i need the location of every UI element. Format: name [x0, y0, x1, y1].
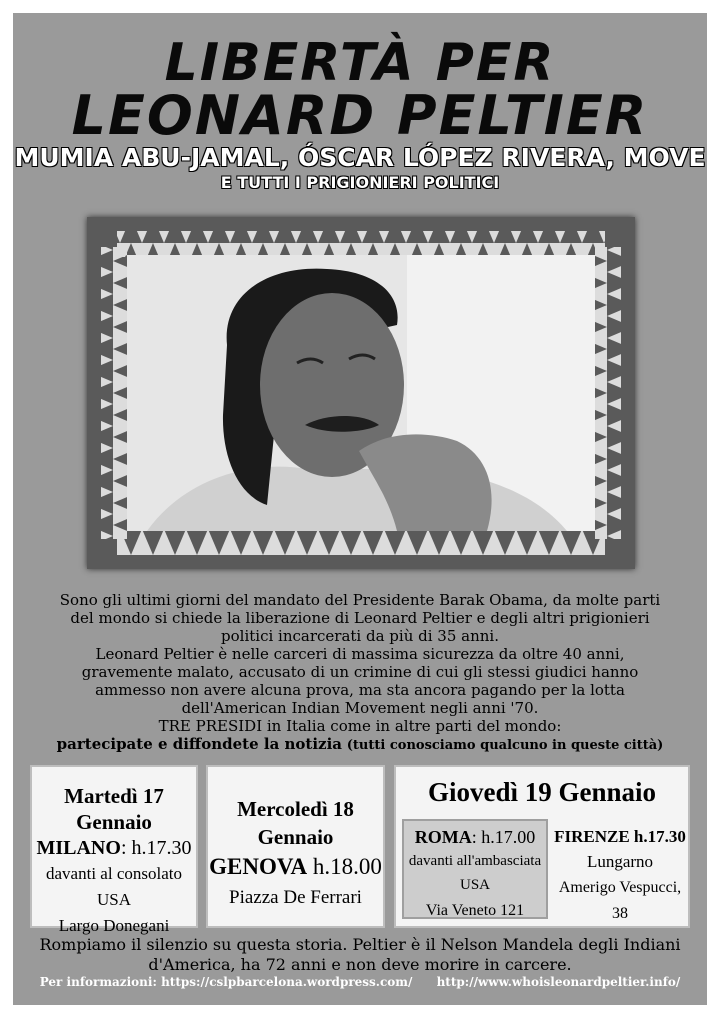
- footer-line-2: d'America, ha 72 anni e non deve morire in carcere.: [148, 955, 572, 974]
- event-genova: [206, 765, 385, 928]
- event-milano: [30, 765, 198, 935]
- body-line: gravemente malato, accusato di un crimine di cui gli stessi giudici hanno: [81, 663, 639, 681]
- event-date: Mercoledì 18 Gennaio: [237, 797, 354, 849]
- event-date: Martedì 17 Gennaio: [64, 784, 164, 834]
- event-city: FIRENZE: [554, 827, 630, 846]
- event-city-time: [30, 835, 198, 861]
- event-date: Giovedì 19 Gennaio: [427, 777, 657, 807]
- event-city-time: [552, 825, 688, 849]
- event-firenze: [552, 819, 688, 922]
- title-line-1: LIBERTÀ PER: [164, 33, 556, 93]
- event-address: Amerigo Vespucci, 38: [558, 879, 682, 922]
- event-place: davanti all'ambasciata USA: [408, 853, 542, 893]
- event-city: ROMA: [414, 827, 472, 847]
- event-time: : h.17.00: [471, 827, 536, 847]
- poster: [13, 13, 707, 1005]
- event-roma: [402, 819, 548, 919]
- info-link-2[interactable]: http://www.whoisleonardpeltier.info/: [436, 975, 681, 989]
- body-line: politici incarcerati da più di 35 anni.: [221, 627, 499, 645]
- body-line: Leonard Peltier è nelle carceri di massima sicurezza da oltre 40 anni,: [95, 645, 625, 663]
- event-address: Largo Donegani: [58, 916, 170, 935]
- info-link-1[interactable]: Per informazioni: https://cslpbarcelona.wordpress.com/: [39, 975, 413, 989]
- event-time: h.17.30: [633, 827, 686, 846]
- event-time: : h.17.30: [120, 837, 192, 859]
- event-city-time: [402, 825, 548, 849]
- footer-line-1: Rompiamo il silenzio su questa storia. Peltier è il Nelson Mandela degli Indiani: [39, 935, 681, 954]
- event-giovedi: [394, 765, 690, 928]
- photo-frame: [87, 217, 635, 569]
- title-line-2: LEONARD PELTIER: [71, 84, 649, 147]
- body-line: del mondo si chiede la liberazione di Leonard Peltier e degli altri prigionieri: [70, 609, 650, 627]
- event-city: GENOVA: [209, 854, 308, 879]
- body-line: dell'American Indian Movement negli anni '70.: [181, 699, 539, 717]
- event-city-time: [206, 851, 385, 883]
- event-place: davanti al consolato USA: [46, 864, 182, 909]
- event-city: MILANO: [36, 837, 121, 859]
- call-to-action-line: [33, 735, 687, 755]
- event-time: h.18.00: [312, 854, 382, 879]
- subtitle-political-prisoners: E TUTTI I PRIGIONIERI POLITICI: [220, 173, 500, 192]
- main-text: [33, 591, 687, 755]
- portrait-illustration: [127, 255, 595, 531]
- body-line: ammesso non avere alcuna prova, ma sta ancora pagando per la lotta: [95, 681, 625, 699]
- call-note: (tutti conosciamo qualcuno in queste città): [346, 738, 664, 753]
- portrait-photo: [127, 255, 595, 531]
- info-links: [13, 975, 707, 989]
- body-line: TRE PRESIDI in Italia come in altre parti del mondo:: [158, 717, 562, 735]
- subtitle-names: MUMIA ABU-JAMAL, ÓSCAR LÓPEZ RIVERA, MOVE: [14, 143, 706, 172]
- call-to-action: partecipate e diffondete la notizia: [56, 735, 342, 753]
- event-place: Piazza De Ferrari: [229, 887, 362, 908]
- event-address: Via Veneto 121: [425, 902, 525, 919]
- body-line: Sono gli ultimi giorni del mandato del Presidente Barak Obama, da molte parti: [59, 591, 661, 609]
- event-place: Lungarno: [586, 852, 654, 871]
